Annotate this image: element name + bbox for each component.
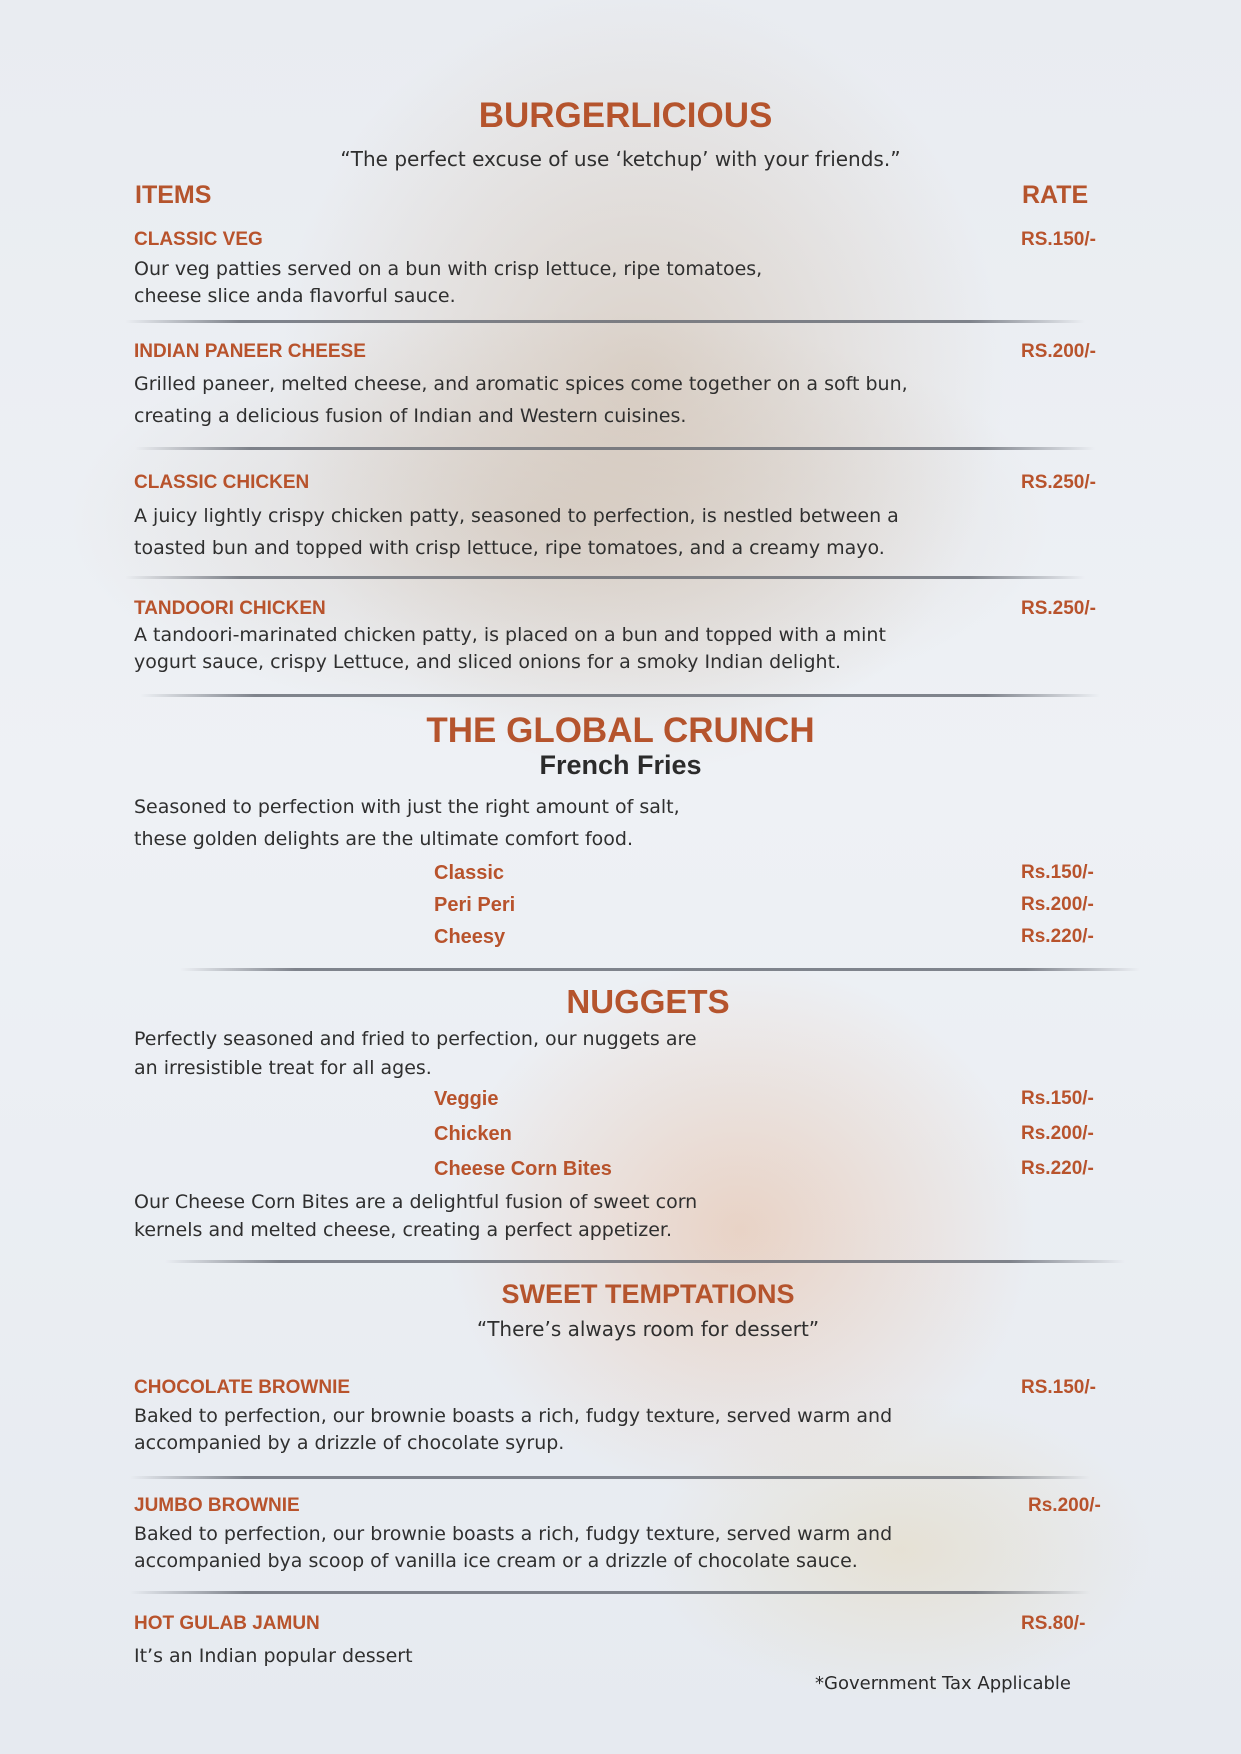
description-line: cheese slice anda flavorful sauce. bbox=[134, 285, 456, 307]
nuggets-option-name: Veggie bbox=[434, 1088, 499, 1110]
section-divider bbox=[165, 1260, 1125, 1263]
menu-item-description bbox=[134, 1643, 413, 1670]
description-line: these golden delights are the ultimate comfort food. bbox=[134, 828, 634, 850]
menu-item-price: RS.250/- bbox=[1021, 472, 1096, 493]
section-title-sweet-temptations: SWEET TEMPTATIONS bbox=[501, 1279, 795, 1309]
fries-option-price: Rs.150/- bbox=[1021, 862, 1094, 883]
menu-item-name: CLASSIC VEG bbox=[134, 229, 263, 250]
menu-item-price: Rs.200/- bbox=[1028, 1495, 1101, 1516]
description-line: creating a delicious fusion of Indian and Western cuisines. bbox=[134, 405, 687, 427]
menu-item-description bbox=[134, 368, 908, 432]
menu-item-description bbox=[134, 256, 762, 310]
nuggets-option-price: Rs.150/- bbox=[1021, 1088, 1094, 1109]
description-line: accompanied by a drizzle of chocolate syrup. bbox=[134, 1432, 565, 1454]
description-line: A juicy lightly crispy chicken patty, seasoned to perfection, is nestled between a bbox=[134, 505, 899, 527]
description-line: Our veg patties served on a bun with crisp lettuce, ripe tomatoes, bbox=[134, 258, 763, 280]
section-divider bbox=[140, 694, 1100, 697]
description-line: Seasoned to perfection with just the right amount of salt, bbox=[134, 796, 680, 818]
fries-option-name: Peri Peri bbox=[434, 894, 516, 916]
fries-option-name: Classic bbox=[434, 862, 505, 884]
tax-note: *Government Tax Applicable bbox=[815, 1673, 1071, 1694]
description-line: Grilled paneer, melted cheese, and aromatic spices come together on a soft bun, bbox=[134, 373, 908, 395]
cheese-corn-note bbox=[134, 1188, 697, 1244]
menu-item-name: JUMBO BROWNIE bbox=[134, 1495, 300, 1516]
menu-item-price: RS.80/- bbox=[1021, 1613, 1086, 1634]
description-line: Our Cheese Corn Bites are a delightful fusion of sweet corn bbox=[134, 1191, 698, 1213]
section-divider bbox=[130, 1476, 1090, 1479]
description-line: Baked to perfection, our brownie boasts a rich, fudgy texture, served warm and bbox=[134, 1523, 893, 1545]
menu-item-price: RS.150/- bbox=[1021, 229, 1096, 250]
menu-item-name: INDIAN PANEER CHEESE bbox=[134, 341, 366, 362]
nuggets-description bbox=[134, 1025, 697, 1083]
rate-column-header: RATE bbox=[1022, 181, 1089, 209]
description-line: kernels and melted cheese, creating a perfect appetizer. bbox=[134, 1219, 673, 1241]
menu-item-description bbox=[134, 622, 886, 676]
description-line: accompanied bya scoop of vanilla ice cream or a drizzle of chocolate sauce. bbox=[134, 1550, 858, 1572]
fries-description bbox=[134, 791, 680, 855]
menu-item-name: CHOCOLATE BROWNIE bbox=[134, 1377, 351, 1398]
description-line: Baked to perfection, our brownie boasts a rich, fudgy texture, served warm and bbox=[134, 1405, 893, 1427]
desserts-tagline: “There’s always room for dessert” bbox=[476, 1317, 820, 1341]
section-divider bbox=[130, 1591, 1090, 1594]
burgers-tagline: “The perfect excuse of use ‘ketchup’ with your friends.” bbox=[340, 147, 901, 171]
fries-option-price: Rs.220/- bbox=[1021, 926, 1094, 947]
description-line: Perfectly seasoned and fried to perfection, our nuggets are bbox=[134, 1028, 697, 1050]
nuggets-option-price: Rs.200/- bbox=[1021, 1123, 1094, 1144]
nuggets-option-name: Chicken bbox=[434, 1123, 512, 1145]
fries-subtitle: French Fries bbox=[539, 750, 702, 780]
fries-option-price: Rs.200/- bbox=[1021, 894, 1094, 915]
menu-item-name: TANDOORI CHICKEN bbox=[134, 598, 326, 619]
section-title-nuggets: NUGGETS bbox=[566, 983, 730, 1020]
fries-option-name: Cheesy bbox=[434, 926, 506, 948]
nuggets-option-name: Cheese Corn Bites bbox=[434, 1158, 612, 1180]
menu-item-description bbox=[134, 1521, 892, 1575]
section-divider bbox=[125, 320, 1085, 323]
description-line: A tandoori-marinated chicken patty, is placed on a bun and topped with a mint bbox=[134, 624, 886, 646]
section-divider bbox=[180, 968, 1140, 971]
menu-item-price: RS.250/- bbox=[1021, 598, 1096, 619]
menu-item-name: CLASSIC CHICKEN bbox=[134, 472, 310, 493]
section-title-burgerlicious: BURGERLICIOUS bbox=[478, 96, 773, 135]
section-divider bbox=[135, 447, 1095, 450]
description-line: an irresistible treat for all ages. bbox=[134, 1057, 432, 1079]
description-line: toasted bun and topped with crisp lettuce, ripe tomatoes, and a creamy mayo. bbox=[134, 537, 885, 559]
section-divider bbox=[125, 576, 1085, 579]
section-title-global-crunch: THE GLOBAL CRUNCH bbox=[426, 711, 815, 750]
menu-item-price: RS.150/- bbox=[1021, 1377, 1096, 1398]
items-column-header: ITEMS bbox=[135, 181, 212, 209]
menu-item-price: RS.200/- bbox=[1021, 341, 1096, 362]
description-line: It’s an Indian popular dessert bbox=[134, 1645, 413, 1667]
menu-item-name: HOT GULAB JAMUN bbox=[134, 1613, 320, 1634]
description-line: yogurt sauce, crispy Lettuce, and sliced onions for a smoky Indian delight. bbox=[134, 651, 842, 673]
nuggets-option-price: Rs.220/- bbox=[1021, 1158, 1094, 1179]
menu-item-description bbox=[134, 1403, 892, 1457]
menu-item-description bbox=[134, 500, 899, 564]
